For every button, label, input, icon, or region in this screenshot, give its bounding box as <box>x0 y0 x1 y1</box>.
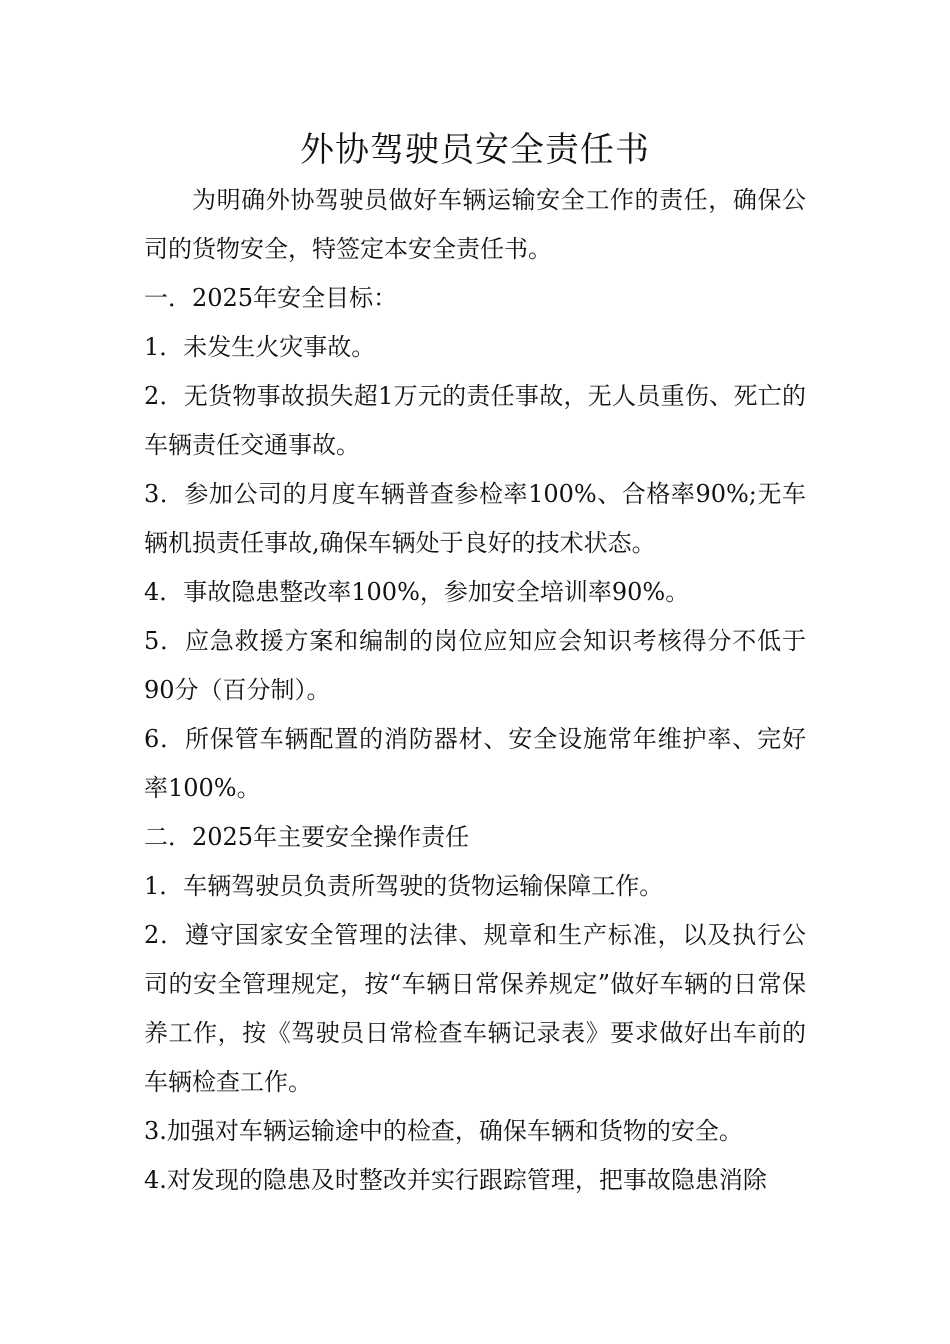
goal-item-4: 4．事故隐患整改率100%，参加安全培训率90%。 <box>144 578 690 606</box>
goal-item-5: 5．应急救援方案和编制的岗位应知应会知识考核得分不低于90分（百分制）。 <box>144 627 806 704</box>
goal-item-3: 3．参加公司的月度车辆普查参检率100%、合格率90%;无车辆机损责任事故,确保车辆处于良好的技术状态。 <box>144 480 806 557</box>
section-heading-operation-duties: 二．2025年主要安全操作责任 <box>144 823 470 851</box>
goal-item-1: 1．未发生火灾事故。 <box>144 333 376 361</box>
document-title: 外协驾驶员安全责任书 <box>300 130 650 170</box>
goal-item-2: 2．无货物事故损失超1万元的责任事故，无人员重伤、死亡的车辆责任交通事故。 <box>144 382 806 459</box>
duty-item-4: 4.对发现的隐患及时整改并实行跟踪管理，把事故隐患消除 <box>144 1166 767 1194</box>
duty-item-3: 3.加强对车辆运输途中的检查，确保车辆和货物的安全。 <box>144 1117 743 1145</box>
duty-item-2: 2．遵守国家安全管理的法律、规章和生产标准，以及执行公司的安全管理规定，按“车辆日常保养规定”做好车辆的日常保养工作，按《驾驶员日常检查车辆记录表》要求做好出车前的车辆检查工作。 <box>144 921 806 1096</box>
document-body <box>144 176 806 1205</box>
intro-paragraph: 为明确外协驾驶员做好车辆运输安全工作的责任，确保公司的货物安全，特签定本安全责任书。 <box>144 186 806 263</box>
duty-item-1: 1．车辆驾驶员负责所驾驶的货物运输保障工作。 <box>144 872 664 900</box>
section-heading-safety-goals: 一．2025年安全目标： <box>144 284 398 312</box>
goal-item-6: 6．所保管车辆配置的消防器材、安全设施常年维护率、完好率100%。 <box>144 725 806 802</box>
